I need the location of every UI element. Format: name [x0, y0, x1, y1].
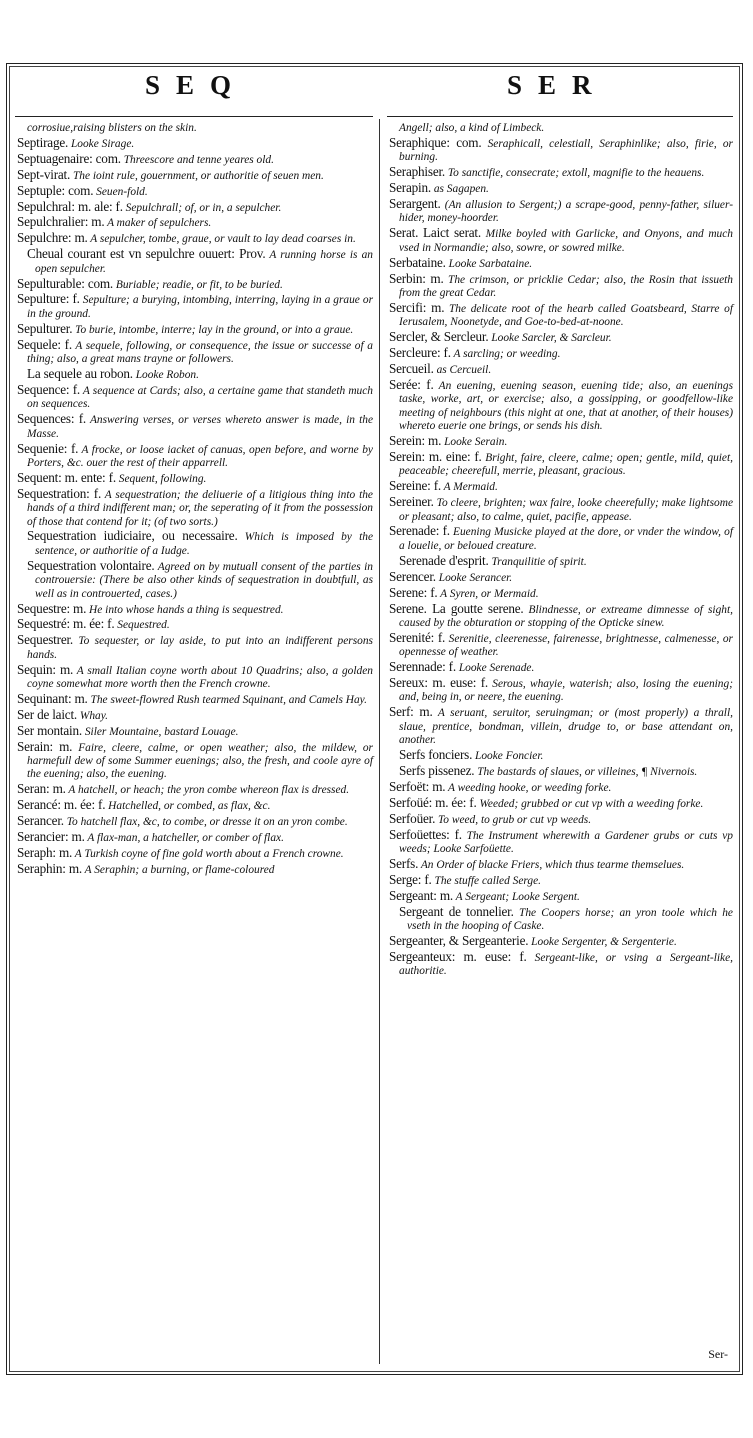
- dictionary-entry: [389, 226, 733, 255]
- entry-definition: A Turkish coyne of fine gold worth about a French crowne.: [72, 848, 344, 860]
- entry-headword: Serbin: m.: [389, 270, 444, 286]
- entry-headword: Serf: m.: [389, 704, 433, 720]
- entry-definition: Which is imposed by the sentence, or authoritie of a Iudge.: [35, 531, 373, 557]
- entry-definition: To sanctifie, consecrate; extoll, magnifie to the heauens.: [445, 167, 705, 180]
- entry-headword: Sepulturer.: [17, 320, 73, 336]
- dictionary-entry: [17, 798, 373, 813]
- entry-headword: Sequestration: f.: [17, 485, 102, 501]
- entry-definition: Bright, faire, cleere, calme; open; gentle, mild, quiet, peaceable; cheerefull, merrie, pleasant, gracious.: [399, 451, 733, 478]
- entry-headword: Sequent: m. ente: f.: [17, 469, 116, 485]
- column-divider: [379, 119, 380, 1364]
- entry-definition: Serous, whayie, waterish; also, losing the euening; and, being in, or neere, the euening.: [399, 678, 733, 704]
- entry-headword: Ser montain.: [17, 722, 82, 738]
- entry-headword: Serenité: f.: [389, 629, 446, 645]
- entry-headword: Serfs fonciers.: [399, 747, 473, 763]
- entry-definition: To cleere, brighten; wax faire, looke cheerefully; make lightsome or pleasant; also, to calme, quiet, pacifie, appease.: [399, 497, 733, 523]
- entry-definition: Agreed on by mutuall consent of the parties in controuersie: (There be also other kinds of sequestration in doubtfull, as well as in controuerted, cases.): [35, 560, 373, 600]
- entry-headword: Ser de laict.: [17, 706, 78, 722]
- dictionary-entry: [17, 152, 373, 167]
- entry-headword: Sercifi: m.: [389, 299, 445, 315]
- entry-headword: Sereine: f.: [389, 478, 441, 494]
- entry-headword: Serfoüettes: f.: [389, 826, 462, 842]
- dictionary-entry: [17, 830, 373, 845]
- dictionary-entry: [17, 200, 373, 215]
- entry-definition: Sepulture; a burying, intombing, interring, laying in a graue or in the ground.: [27, 294, 374, 320]
- left-column: [17, 122, 373, 878]
- entry-definition: The bastards of slaues, or villeines, ¶ Nivernois.: [474, 765, 698, 778]
- dictionary-entry: [17, 383, 373, 412]
- dictionary-entry: [389, 346, 733, 361]
- dictionary-entry: [389, 197, 733, 226]
- entry-headword: Seraphiser.: [389, 164, 446, 180]
- dictionary-entry: [389, 602, 733, 631]
- catchword: Ser-: [708, 1347, 728, 1361]
- entry-definition: Looke Sarbataine.: [445, 257, 533, 270]
- entry-definition: Looke Sirage.: [68, 137, 135, 150]
- entry-headword: Seraph: m.: [17, 845, 73, 860]
- entry-headword: Seraphin: m.: [17, 860, 82, 876]
- dictionary-entry: [17, 168, 373, 183]
- dictionary-entry: [17, 442, 373, 471]
- entry-headword: Seraphique: com.: [389, 134, 482, 150]
- dictionary-entry: [17, 338, 373, 367]
- entry-headword: Serene: f.: [389, 584, 438, 600]
- entry-definition: The sweet-flowred Rush tearmed Squinant, and Camels Hay.: [87, 693, 367, 706]
- entry-headword: Sergeant de tonnelier.: [399, 903, 514, 919]
- entry-headword: Septuple: com.: [17, 182, 94, 198]
- dictionary-entry: [389, 554, 733, 569]
- entry-definition: A small Italian coyne worth about 10 Quadrins; also, a golden coyne somewhat more worth then the French crowne.: [27, 664, 373, 691]
- entry-definition: A hatchell, or heach; the yron combe whereon flax is dressed.: [65, 784, 350, 797]
- entry-headword: Serge: f.: [389, 871, 432, 887]
- entry-definition: The stuffe called Serge.: [431, 874, 541, 887]
- entry-definition: Looke Sergenter, & Sergenterie.: [528, 935, 677, 948]
- entry-headword: Sequestration volontaire.: [27, 557, 155, 573]
- entry-definition: Looke Serain.: [441, 436, 508, 449]
- dictionary-entry: [389, 256, 733, 271]
- entry-definition: The Instrument wherewith a Gardener grubs or cuts vp weeds; Looke Sarfoüette.: [399, 829, 733, 855]
- entry-definition: A seruant, seruitor, seruingman; or (most properly) a thrall, slaue, prentice, bondman, villein, drudge to, or base attendant on, another.: [399, 707, 733, 747]
- entry-headword: Serenade d'esprit.: [399, 552, 489, 568]
- dictionary-entry: [389, 301, 733, 330]
- dictionary-entry: [17, 782, 373, 797]
- entry-definition: Threescore and tenne yeares old.: [120, 153, 274, 166]
- dictionary-entry: [17, 602, 373, 617]
- entry-definition: (An allusion to Sergent;) a scrape-good, penny-father, siluer-hider, money-hoorder.: [399, 199, 733, 225]
- entry-headword: Sercueil.: [389, 361, 434, 376]
- entry-headword: Sepulchre: m.: [17, 230, 88, 246]
- entry-headword: Serfoüé: m. ée: f.: [389, 794, 477, 810]
- entry-headword: Sequinant: m.: [17, 690, 88, 706]
- entry-definition: as Cercueil.: [433, 364, 492, 376]
- dictionary-entry: [389, 889, 733, 904]
- dictionary-entry: [17, 692, 373, 707]
- entry-headword: Sequestration iudiciaire, ou necessaire.: [27, 528, 238, 544]
- entry-headword: Sequele: f.: [17, 336, 72, 352]
- header-left: SEQ: [145, 70, 248, 100]
- dictionary-entry: [389, 524, 733, 553]
- entry-headword: Serennade: f.: [389, 659, 456, 675]
- entry-headword: Sepulturable: com.: [17, 275, 114, 291]
- entry-headword: Sergeant: m.: [389, 887, 454, 903]
- entry-definition: as Sagapen.: [430, 183, 489, 196]
- entry-definition: To hatchell flax, &c, to combe, or dresse it on an yron combe.: [63, 816, 348, 829]
- dictionary-entry: [389, 934, 733, 949]
- entry-headword: Serancé: m. ée: f.: [17, 797, 106, 813]
- entry-headword: Serbataine.: [389, 254, 446, 270]
- dictionary-entry: [17, 559, 373, 601]
- entry-headword: Serein: m. eine: f.: [389, 448, 482, 464]
- entry-headword: Serencer.: [389, 568, 436, 584]
- entry-definition: A sarcling; or weeding.: [450, 348, 561, 361]
- entry-headword: Serancier: m.: [17, 829, 85, 845]
- dictionary-entry: [17, 617, 373, 632]
- entry-definition: Looke Foncier.: [472, 750, 544, 763]
- entry-definition: Sequestred.: [114, 619, 170, 632]
- entry-headword: Sepulture: f.: [17, 291, 80, 307]
- entry-definition: Seraphicall, celestiall, Seraphinlike; also, firie, or burning.: [399, 137, 733, 164]
- entry-definition: A sepulcher, tombe, graue, or vault to lay dead coarses in.: [87, 233, 356, 246]
- dictionary-entry: [17, 862, 373, 877]
- dictionary-entry: [17, 529, 373, 558]
- entry-definition: corrosiue,raising blisters on the skin.: [27, 122, 197, 134]
- entry-definition: Angell; also, a kind of Limbeck.: [399, 122, 545, 134]
- entry-definition: A Seraphin; a burning, or flame-coloured: [82, 863, 275, 876]
- entry-headword: La sequele au robon.: [27, 366, 133, 381]
- entry-definition: A Mermaid.: [441, 481, 498, 494]
- entry-definition: A flax-man, a hatcheller, or comber of flax.: [84, 832, 284, 845]
- entry-definition: A running horse is an open sepulcher.: [35, 249, 373, 275]
- entry-headword: Sergeanteux: m. euse: f.: [389, 948, 527, 964]
- entry-headword: Serapin.: [389, 180, 431, 196]
- dictionary-entry: [17, 846, 373, 861]
- right-column: [389, 122, 733, 979]
- entry-headword: Serfs pissenez.: [399, 762, 475, 778]
- dictionary-entry: [17, 277, 373, 292]
- dictionary-entry: [389, 660, 733, 675]
- entry-headword: Sepulchralier: m.: [17, 214, 105, 230]
- entry-headword: Sercleure: f.: [389, 345, 451, 361]
- entry-definition: To sequester, or lay aside, to put into an indifferent persons hands.: [27, 635, 373, 661]
- entry-headword: Serat. Laict serat.: [389, 225, 481, 241]
- dictionary-entry: [389, 780, 733, 795]
- entry-headword: Serain: m.: [17, 738, 73, 754]
- entry-definition: The Coopers horse; an yron toole which he vseth in the hooping of Caske.: [407, 906, 733, 933]
- dictionary-entry: [389, 378, 733, 434]
- entry-definition: Weeded; grubbed or cut vp with a weeding forke.: [476, 797, 704, 810]
- dictionary-entry: [17, 740, 373, 782]
- running-header: [7, 70, 742, 114]
- entry-headword: Sequence: f.: [17, 381, 81, 397]
- page-frame: [6, 63, 743, 1375]
- dictionary-entry: [17, 633, 373, 662]
- entry-headword: Serargent.: [389, 196, 441, 212]
- dictionary-entry: [389, 181, 733, 196]
- dictionary-entry: [17, 247, 373, 276]
- entry-definition: Buriable; readie, or fit, to be buried.: [113, 278, 283, 291]
- dictionary-entry: [17, 231, 373, 246]
- dictionary-entry: [389, 812, 733, 827]
- entry-headword: Serfoët: m.: [389, 778, 446, 794]
- entry-definition: Faire, cleere, calme, or open weather; also, the mildew, or harmefull dew of some Summer euenings; also, the fresh, and coole ayre of the euening; also, the euening.: [27, 741, 373, 781]
- entry-definition: Looke Serancer.: [435, 571, 513, 584]
- entry-definition: Hatchelled, or combed, as flax, &c.: [105, 800, 271, 813]
- dictionary-entry: [389, 434, 733, 449]
- dictionary-entry: [17, 412, 373, 441]
- dictionary-entry: [389, 705, 733, 747]
- entry-definition: A Syren, or Mermaid.: [437, 587, 539, 600]
- entry-headword: Septuagenaire: com.: [17, 150, 121, 166]
- entry-definition: Siler Mountaine, bastard Louage.: [82, 725, 239, 738]
- entry-definition: A Sergeant; Looke Sergent.: [453, 890, 580, 903]
- entry-definition: A weeding hooke, or weeding forke.: [445, 781, 612, 794]
- dictionary-entry: [389, 905, 733, 934]
- entry-definition: Whay.: [77, 709, 109, 722]
- entry-headword: Sequenie: f.: [17, 440, 79, 456]
- dictionary-entry: [17, 708, 373, 723]
- entry-definition: An Order of blacke Friers, which thus tearme themselues.: [418, 858, 685, 871]
- entry-definition: Sepulchrall; of, or in, a sepulcher.: [122, 201, 282, 214]
- entry-definition: The crimson, or pricklie Cedar; also, the Rosin that issueth from the great Cedar.: [399, 273, 734, 299]
- entry-definition: Milke boyled with Garlicke, and Onyons, and much vsed in Normandie; also, sowre, or sowred milke.: [399, 228, 733, 254]
- dictionary-entry: [389, 330, 733, 345]
- dictionary-entry: [389, 676, 733, 705]
- dictionary-entry: [389, 450, 733, 479]
- entry-headword: Sercler, & Sercleur.: [389, 329, 489, 345]
- entry-headword: Serene. La goutte serene.: [389, 600, 524, 616]
- entry-definition: Blindnesse, or extreame dimnesse of sight, caused by the obturation or stopping of the Opticke sinew.: [399, 603, 733, 629]
- header-right: SER: [507, 70, 608, 100]
- entry-headword: Serenade: f.: [389, 523, 450, 539]
- entry-headword: Serein: m.: [389, 433, 442, 449]
- entry-definition: A frocke, or loose iacket of canuas, open before, and worne by Porters, &c. ouer the rest of their apparrell.: [27, 443, 373, 469]
- entry-definition: A sequestration; the deliuerie of a litigious thing into the hands of a third indifferent man; or, the seperating of it from the possession of those that contend for it; (of two sorts.): [27, 488, 373, 528]
- dictionary-entry: [389, 950, 733, 979]
- entry-definition: Serenitie, cleerenesse, fairenesse, brightnesse, calmenesse, or opennesse of weather.: [399, 632, 733, 659]
- dictionary-entry: [17, 814, 373, 829]
- dictionary-entry: [17, 136, 373, 151]
- entry-definition: To burie, intombe, interre; lay in the ground, or into a graue.: [72, 323, 354, 336]
- dictionary-entry: [389, 873, 733, 888]
- dictionary-entry: [17, 215, 373, 230]
- dictionary-entry: [389, 857, 733, 872]
- entry-headword: Sequestré: m. ée: f.: [17, 616, 115, 632]
- entry-headword: Sequin: m.: [17, 661, 74, 677]
- entry-definition: Euening Musicke played at the dore, or vnder the window, of a louelie, or beloued creature.: [399, 526, 733, 552]
- entry-headword: Sereux: m. euse: f.: [389, 675, 489, 691]
- entry-definition: A sequence at Cards; also, a certaine game that standeth much on sequences.: [27, 384, 373, 411]
- dictionary-entry: [17, 122, 373, 135]
- entry-headword: Seran: m.: [17, 781, 66, 797]
- entry-headword: Sepulchral: m. ale: f.: [17, 198, 123, 214]
- dictionary-entry: [17, 724, 373, 739]
- entry-definition: Looke Serenade.: [455, 662, 535, 675]
- entry-headword: Sequestrer.: [17, 632, 74, 648]
- entry-headword: Septirage.: [17, 134, 69, 150]
- dictionary-entry: [389, 272, 733, 301]
- entry-headword: Sequences: f.: [17, 411, 87, 427]
- dictionary-entry: [17, 367, 373, 382]
- entry-definition: Sequent, following.: [115, 472, 207, 485]
- entry-definition: Tranquilitie of spirit.: [488, 555, 587, 568]
- dictionary-entry: [389, 748, 733, 763]
- dictionary-entry: [17, 471, 373, 486]
- dictionary-entry: [389, 479, 733, 494]
- entry-headword: Serancer.: [17, 813, 64, 829]
- entry-definition: Looke Sarcler, & Sarcleur.: [488, 332, 612, 345]
- dictionary-entry: [17, 292, 373, 321]
- entry-definition: The ioint rule, gouernment, or authoritie of seuen men.: [70, 169, 324, 182]
- dictionary-entry: [389, 165, 733, 180]
- dictionary-entry: [17, 487, 373, 529]
- dictionary-entry: [17, 184, 373, 199]
- entry-definition: Sergeant-like, or vsing a Sergeant-like, authoritie.: [399, 951, 733, 978]
- entry-definition: Answering verses, or verses whereto answer is made, in the Masse.: [27, 414, 373, 440]
- dictionary-entry: [389, 362, 733, 377]
- entry-definition: To weed, to grub or cut vp weeds.: [435, 813, 592, 826]
- dictionary-entry: [389, 586, 733, 601]
- entry-definition: Seuen-fold.: [93, 185, 148, 198]
- entry-headword: Sequestre: m.: [17, 600, 87, 616]
- dictionary-entry: [389, 136, 733, 165]
- entry-headword: Cheual courant est vn sepulchre ouuert: Prov.: [27, 246, 266, 262]
- entry-definition: A maker of sepulchers.: [104, 217, 212, 230]
- entry-definition: A sequele, following, or consequence, the issue or successe of a thing; also, a great mans trayne or followers.: [27, 339, 373, 366]
- dictionary-entry: [389, 764, 733, 779]
- entry-definition: An euening, euening season, euening tide; also, an euenings taske, worke, art, or exercise; also, a gossipping, or goodfellow-like meeting of neighbours (this night at one, that at another, of their houses) whereto euerie one brings, or sends his dish.: [399, 379, 734, 433]
- entry-headword: Serfoüer.: [389, 810, 436, 826]
- entry-headword: Sereiner.: [389, 494, 434, 510]
- dictionary-entry: [389, 122, 733, 135]
- dictionary-entry: [389, 570, 733, 585]
- entry-definition: Looke Robon.: [132, 369, 199, 381]
- entry-headword: Serfs.: [389, 855, 419, 871]
- dictionary-entry: [17, 663, 373, 692]
- entry-definition: The delicate root of the hearb called Goatsbeard, Starre of Ierusalem, Noonetyde, and Goe-to-bed-at-noone.: [399, 302, 733, 329]
- dictionary-entry: [389, 796, 733, 811]
- dictionary-entry: [389, 631, 733, 660]
- entry-headword: Sept-virat.: [17, 166, 71, 182]
- dictionary-entry: [389, 495, 733, 524]
- dictionary-entry: [17, 322, 373, 337]
- entry-headword: Sergeanter, & Sergeanterie.: [389, 932, 529, 948]
- header-rule-left: [15, 116, 373, 117]
- header-rule-right: [387, 116, 733, 117]
- dictionary-entry: [389, 828, 733, 857]
- entry-headword: Serée: f.: [389, 376, 434, 392]
- entry-definition: He into whose hands a thing is sequestred.: [86, 603, 284, 616]
